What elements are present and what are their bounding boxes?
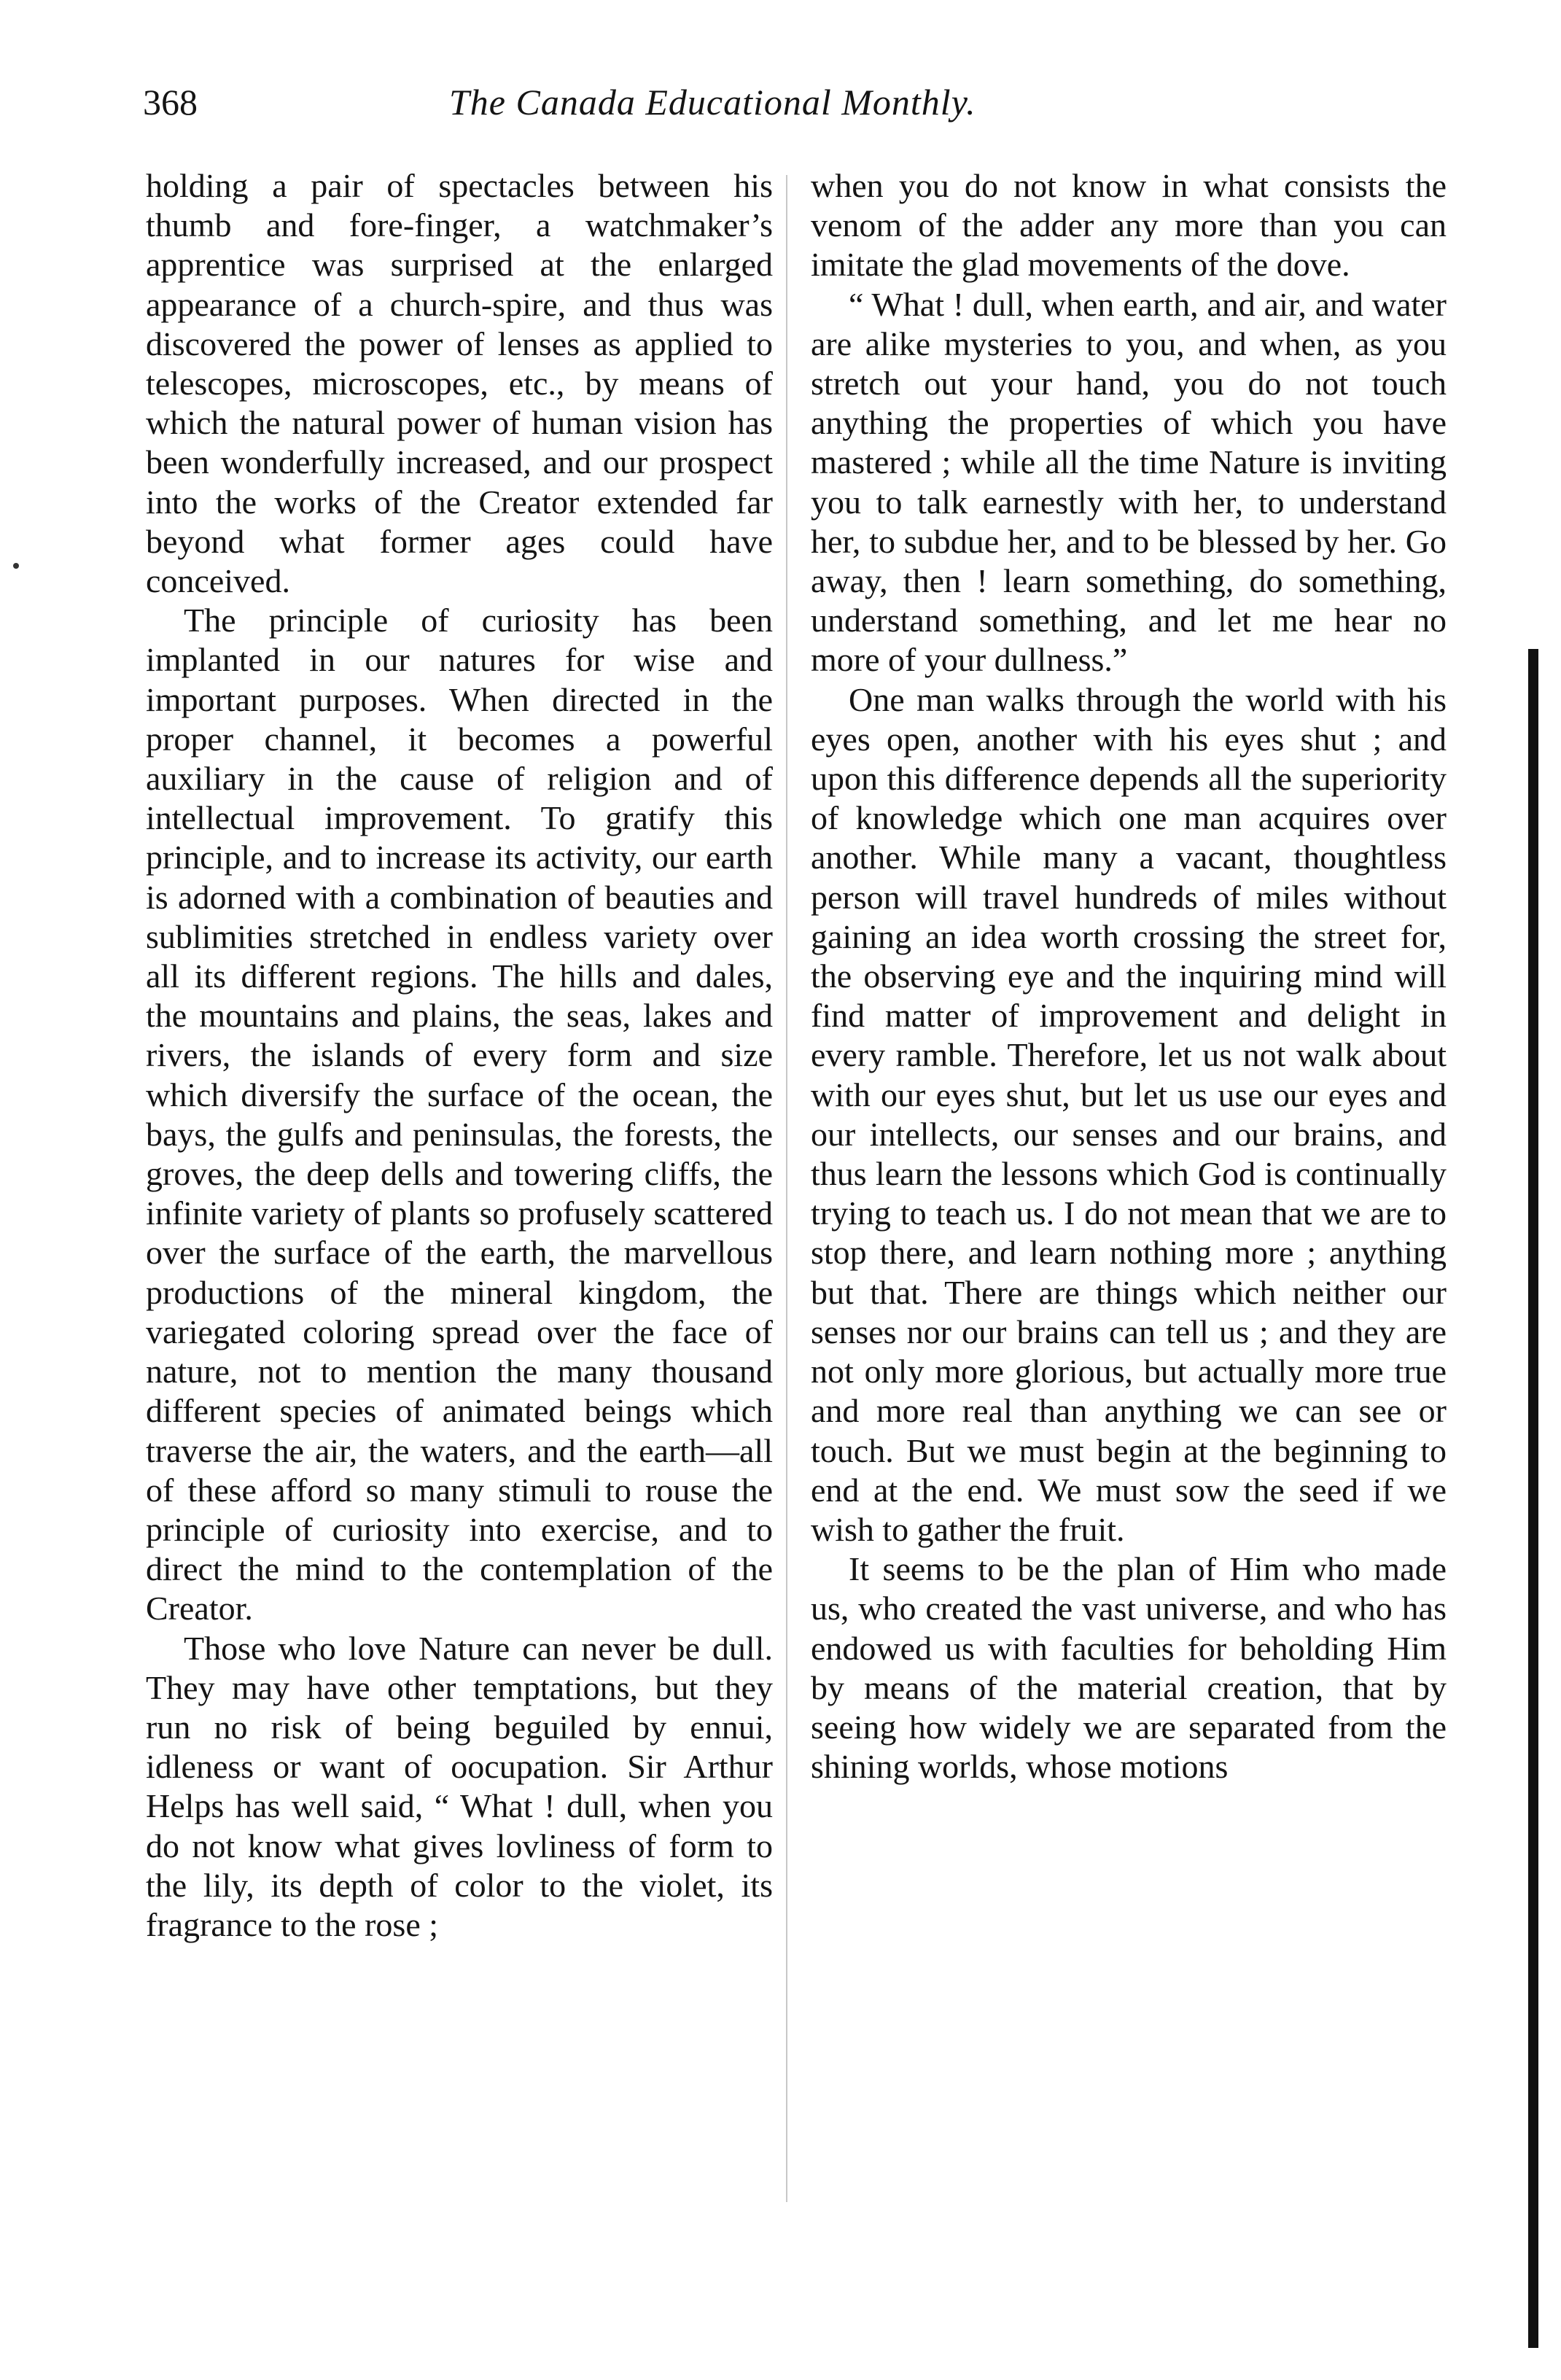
page-header: [143, 73, 1149, 131]
paragraph: The principle of curiosity has been implanted in our natures for wise and important purposes. When directed in the proper channel, it becomes a powerful auxiliary in the cause of religion and of intellectual improvement. To gratify this principle, and to increase its activity, our earth is adorned with a combination of beauties and sublimities stretched in endless variety over all its different regions. The hills and dales, the mountains and plains, the seas, lakes and rivers, the islands of every form and size which diversify the surface of the ocean, the bays, the gulfs and peninsulas, the forests, the groves, the deep dells and towering cliffs, the infinite variety of plants so profusely scattered over the surface of the earth, the marvellous productions of the mineral kingdom, the variegated coloring spread over the face of nature, not to mention the many thousand different species of animated beings which traverse the air, the waters, and the earth—all of these afford so many stimuli to rouse the principle of curiosity into exercise, and to direct the mind to the contemplation of the Creator.: [146, 602, 773, 1628]
paragraph: “ What ! dull, when earth, and air, and water are alike mysteries to you, and when, as you stretch out your hand, you do not touch anything the properties of which you have mastered ; while all the time Nature is inviting you to talk earnestly with her, to understand her, to subdue her, and to be blessed by her. Go away, then ! learn something, do something, understand something, and let me hear no more of your dullness.”: [811, 285, 1447, 679]
paragraph: Those who love Nature can never be dull. They may have other temptations, but they run no risk of being beguiled by ennui, idleness or want of oocupation. Sir Arthur Helps has well said, “ What ! dull, when you do not know what gives lovliness of form to the lily, its depth of color to the violet, its fragrance to the rose ;: [146, 1629, 773, 1943]
page-number: 368: [143, 82, 198, 122]
paragraph: holding a pair of spectacles between his thumb and fore-finger, a watchmaker’s apprentice was surprised at the enlarged appearance of a church-spire, and thus was discovered the power of lenses as applied to telescopes, microscopes, etc., by means of which the natural power of human vision has been wonderfully increased, and our prospect into the works of the Creator extended far beyond what former ages could have conceived.: [146, 167, 773, 600]
scan-edge-mark: [1528, 649, 1538, 2348]
column-divider: [786, 175, 787, 2202]
paragraph: when you do not know in what consists the venom of the adder any more than you can imitate the glad movements of the dove.: [811, 167, 1447, 284]
scan-speck: [13, 563, 19, 569]
left-column: [146, 166, 773, 1945]
right-column: [811, 166, 1447, 1786]
paragraph: It seems to be the plan of Him who made us, who created the vast universe, and who has endowed us with faculties for beholding Him by means of the material creation, that by seeing how widely we are separated from the shining worlds, whose motions: [811, 1550, 1447, 1786]
paragraph: One man walks through the world with his eyes open, another with his eyes shut ; and upon this difference depends all the superiority of knowledge which one man acquires over another. While many a vacant, thoughtless person will travel hundreds of miles without gaining an idea worth crossing the street for, the observing eye and the inquiring mind will find matter of improvement and delight in every ramble. Therefore, let us not walk about with our eyes shut, but let us use our eyes and our intellects, our senses and our brains, and thus learn the lessons which God is continually trying to teach us. I do not mean that we are to stop there, and learn nothing more ; anything but that. There are things which neither our senses nor our brains can tell us ; and they are not only more glorious, but actually more true and more real than anything we can see or touch. But we must begin at the beginning to end at the end. We must sow the seed if we wish to gather the fruit.: [811, 680, 1447, 1548]
running-title: The Canada Educational Monthly.: [449, 82, 976, 122]
